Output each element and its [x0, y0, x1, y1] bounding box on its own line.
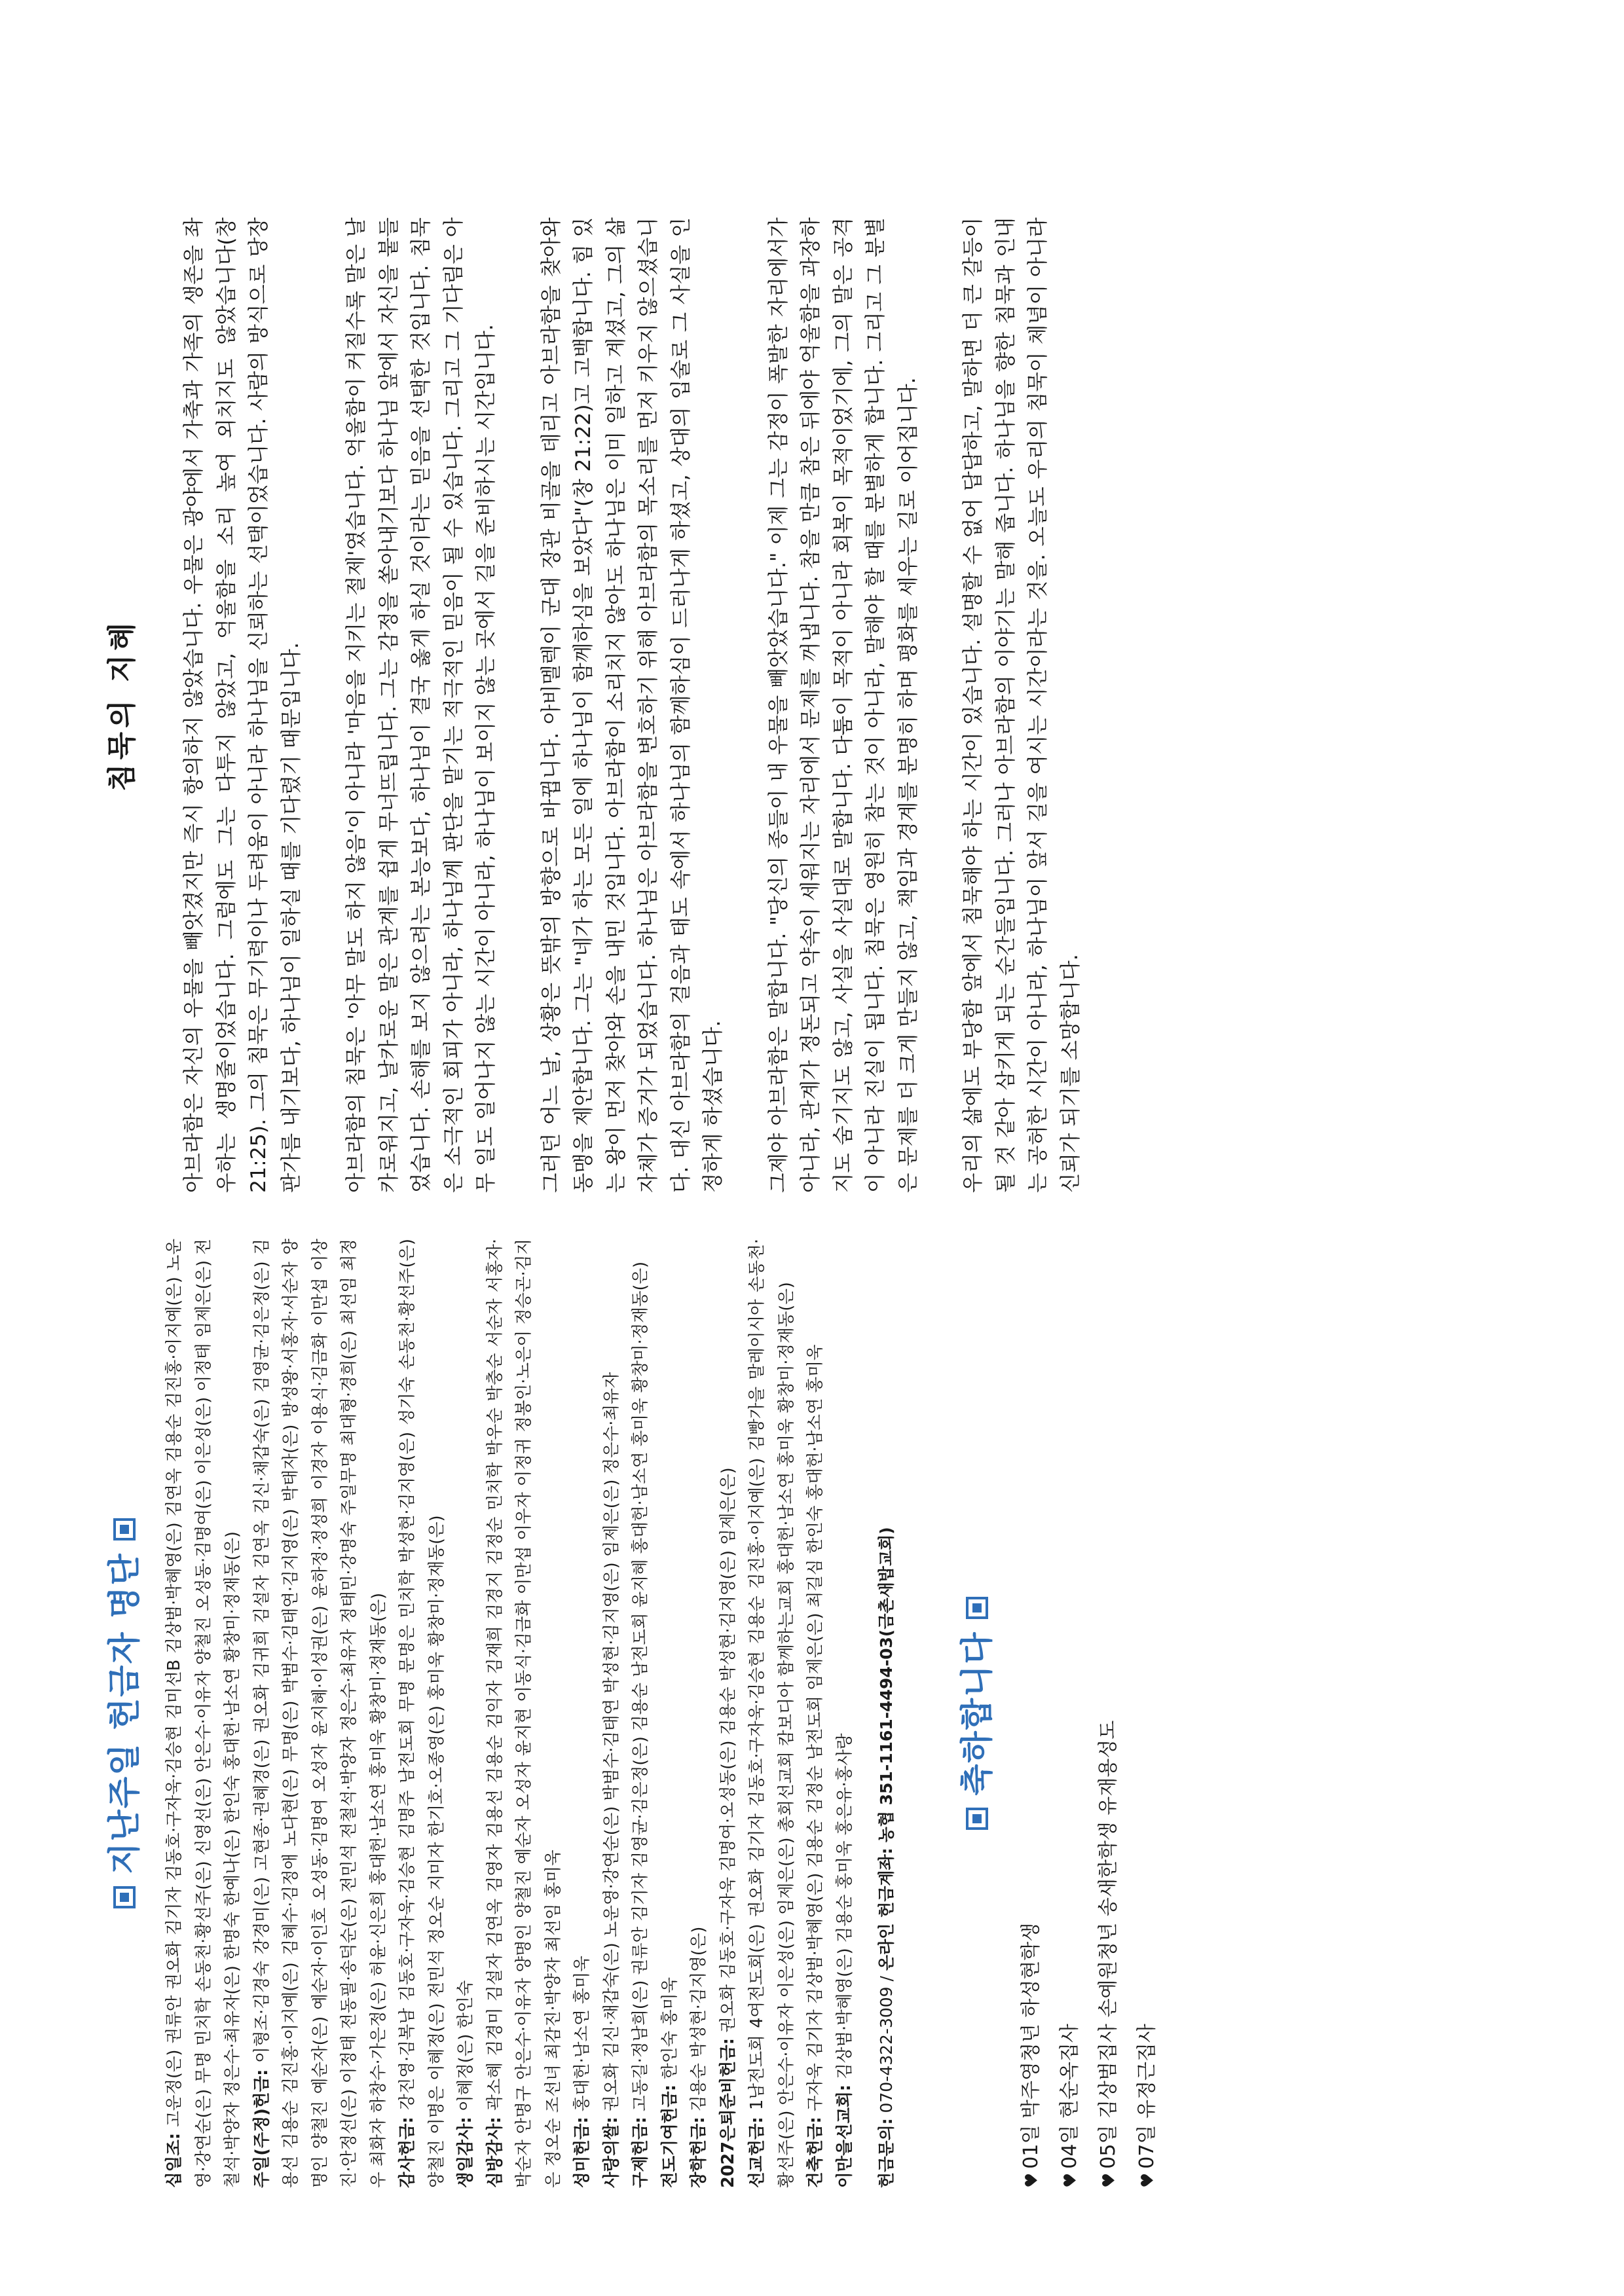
offering-label: 십일조: [164, 2132, 184, 2188]
offering-names: 김용순 박성현·김지영(은) [689, 1926, 709, 2112]
congrats-section-title [951, 1239, 998, 2188]
offering-names: 곽소혜 김경미 김설자 김연옥 김영자 김용선 김용순 김익자 김재희 김경지 김정순 민치학 박우순 박충순 서순자 서홍자·박순자 안명구 안은수·이유자 양명인 양철진 예순자 오성자 윤지현 이동식·김금화 이만섭 이우자 이정귀 정봉인·노은이 정승곤·김지은 정오순 조선녀 최감진·박양자 최선임 홍미욱 [485, 1238, 563, 2188]
contact-label: 헌금문의: [877, 2118, 896, 2188]
offering-names: 이형조·김경숙 강경미(은) 고현종·권혜경(은) 권오화 김귀희 김설자 김연옥 김신·채갑숙(은) 김영균·김은정(은) 김용선 김용순 김진홍·이지예(은) 김혜수·김정애 노다현(은) 무명(은) 박범수·김태연·김지영(은) 박태자(은) 방성왕·서홍자·서순자 양명인 양철진 예순자(은) 예순자·이인호 오성동·김명여 오성자 윤지혜·이성권(은) 윤하정·정성희 이경자 이용식·김금화 이만섭 이상진·안정선(은) 이정태 전동필·송덕순(은) 전민석 전철석·박양자 정은수·최유자 정태민·강명숙 주일무명 최대형·경희(은) 최선임 최정우 최화자 하창수·가은정(은) 허윤·신은희 홍대헌·남소연 홍미욱 황창미·정재동(은) [251, 1239, 388, 2188]
offering-item-thanks [393, 1239, 451, 2188]
offering-item-mission-society [830, 1239, 860, 2188]
essay-paragraph: 그제야 아브라함은 말합니다. "당신의 종들이 내 우물을 빼앗았습니다." 이제 그는 감정이 폭발한 자리에서가 아니라, 관계가 정돈되고 약속이 세워지는 자리에서 문제를 꺼냅니다. 참을 만큼 참은 뒤에야 억울함을 과장하지도 숨기지도 않고, 사실을 사실대로 말합니다. 다툼이 목적이 아니라 회복이 목적이었기에, 그의 말은 공격이 아니라 진실이 됩니다. 침묵은 영원히 참는 것이 아니라, 말해야 할 때를 분별하게 합니다. 그리고 그 분별은 문제를 더 크게 만들지 않고, 책임과 경계를 분명히 하며 평화를 세우는 길로 이어집니다. [766, 217, 920, 1193]
offering-label: 주일(주정)헌금: [251, 2069, 272, 2188]
offering-label: 2027은퇴준비헌금: [718, 2038, 738, 2188]
online-account-label: 온라인 헌금계좌: [877, 1848, 896, 1971]
square-bullet-icon [966, 1597, 988, 1619]
offering-names: 1남전도회 4여전도회(은) 권오화 김기자 김동호·구자욱·김승현 김용순 김진홍·이지예(은) 김빵가을 말레이시아 손동천·황선주(은) 안은수·이유자 이은성(은) 임제은(은) 총회선교회 캄보디아 함께하는교회 홍대헌·남소연 홍미욱 황창미·정재동(은) [747, 1239, 796, 2188]
online-account-number: 농협 351-1161-4494-03(금촌새밥교회) [877, 1527, 896, 1843]
offering-names: 강진영·김복남 김동호·구자욱·김승현 김명주 남전도회 무명 문명은 민치학 박성현·김지영(은) 성기숙 손동천·황선주(은) 양철진 이명은 이혜정(은) 전민석 정오순 지미자 한기호·오종영(은) 홍미욱 황창미·정재동(은) [397, 1238, 447, 2188]
congrats-section [951, 1239, 1167, 2188]
congrats-item-text: 04일 현순옥집사 [1058, 2024, 1081, 2169]
offering-label: 전도기여헌금: [659, 2085, 680, 2188]
essay-title: 침묵의 지혜 [105, 619, 139, 792]
offering-item-rice [568, 1239, 597, 2188]
offering-label: 구제헌금: [631, 2117, 650, 2188]
offering-item-tithe [160, 1239, 248, 2188]
offering-item-retirement [714, 1239, 743, 2188]
offering-names: 구자욱 김기자 김상범·박혜영(은) 김용순 김정순 남전도회 임제은(은) 최길심 한인숙 홍대헌·남소연 홍미욱 [805, 1344, 825, 2112]
offering-label: 건축헌금: [805, 2117, 825, 2188]
offerings-list [160, 1239, 859, 2188]
square-bullet-icon [113, 1886, 136, 1908]
offering-label: 사랑의쌀: [601, 2117, 621, 2188]
essay-paragraph: 우리의 삶에도 부당함 앞에서 침묵해야 하는 시간이 있습니다. 설명할 수 없어 답답하고, 말하면 더 큰 갈등이 될 것 같아 삼키게 되는 순간들입니다. 그러나 아브라함의 이야기는 말해 줍니다. 하나님을 향한 침묵과 인내는 공허한 시간이 아니라, 하나님이 앞서 길을 여시는 시간이라는 것을. 오늘도 우리의 침묵이 체념이 아니라 신뢰가 되기를 소망합니다. [961, 217, 1082, 1193]
offering-names: 고운정(은) 권류안 권오화 김기자 김동호·구자욱·김승현 김미선B 김상범·박혜영(은) 김연옥 김용순 김진홍·이지예(은) 노운영·강연순(은) 무명 민치학 손동천·황선주(은) 신영선(은) 안은수·이유자 양철진 오성동·김명여(은) 이은성(은) 이정태 임제은(은) 전철석·박양자 정은수·최유자(은) 한명숙 한예나(은) 한인숙 홍대헌·남소연 황창미·정재동(은) [164, 1238, 242, 2188]
heart-icon: ♥ [1022, 2172, 1042, 2188]
offering-item-scholarship [684, 1239, 714, 2188]
offering-contact [874, 1239, 897, 2188]
offering-label: 감사헌금: [397, 2117, 417, 2188]
heart-icon: ♥ [1138, 2172, 1158, 2188]
essay-paragraph: 아브라함의 침묵은 '아무 말도 하지 않음'이 아니라 '마음을 지키는 절제'였습니다. 억울함이 커질수록 말은 날카로워지고, 날카로운 말은 관계를 쉽게 무너뜨립니다. 그는 감정을 쏟아내기보다 하나님 앞에서 자신을 붙들었습니다. 손해를 보지 않으려는 본능보다, 하나님이 결국 옳게 하실 것이라는 믿음을 선택한 것입니다. 침묵은 소극적인 회피가 아니라, 하나님께 판단을 맡기는 적극적인 믿음이 될 수 있습니다. 그리고 그 기다림은 아무 일도 일어나지 않는 시간이 아니라, 하나님이 보이지 않는 곳에서 길을 준비하시는 시간입니다. [344, 217, 498, 1193]
essay-column [98, 217, 1552, 1193]
offerings-section-title [98, 1239, 145, 2188]
offerings-column [98, 1239, 1552, 2188]
offering-item-visit [481, 1239, 568, 2188]
congrats-item [1012, 1239, 1051, 2188]
heart-icon: ♥ [1099, 2172, 1119, 2188]
offering-item-love-rice [597, 1239, 627, 2188]
offering-names: 이혜정(은) 한인숙 [456, 1980, 475, 2112]
offering-label: 생일감사: [456, 2117, 475, 2188]
offering-names: 한인숙 홍미욱 [659, 1977, 680, 2079]
congrats-item [1128, 1239, 1167, 2188]
contact-phone: 070-4322-3009 [877, 1986, 896, 2113]
offering-item-relief [626, 1239, 655, 2188]
offering-label: 선교헌금: [747, 2117, 767, 2188]
offering-item-evangelism [655, 1239, 685, 2188]
square-bullet-icon [966, 1808, 988, 1830]
square-bullet-icon [113, 1518, 136, 1540]
offering-names: 권오화 김신·채갑숙(은) 노운영·강연순(은) 박범수·김태연 박성현·김지영(은) 임제은(은) 정은수·최유자 [601, 1372, 621, 2112]
offering-label: 성미헌금: [572, 2117, 592, 2188]
offering-names: 김상범·박혜영(은) 김용순 홍미욱 홍은유·홍사랑 [834, 1733, 855, 2079]
congrats-item [1051, 1239, 1090, 2188]
essay-paragraph: 그러던 어느 날, 상황은 뜻밖의 방향으로 바뀝니다. 아비멜렉이 군대 장관 비골을 데리고 아브라함을 찾아와 동맹을 제안합니다. 그는 "네가 하는 모든 일에 하나님이 함께하심을 보았다"(창 21:22)고 고백합니다. 힘 있는 왕이 먼저 찾아와 손을 내민 것입니다. 아브라함이 소리치지 않아도 하나님은 이미 일하고 계셨고, 그의 삶 자체가 증거가 되었습니다. 하나님은 아브라함을 변호하기 위해 아브라함의 목소리를 먼저 키우지 않으셨습니다. 대신 아브라함의 걸음과 태도 속에서 하나님의 함께하심이 드러나게 하셨고, 상대의 입술로 그 사실을 인정하게 하셨습니다. [539, 217, 725, 1193]
congrats-title-text: 축하합니다 [958, 1631, 996, 1796]
offerings-title-text: 지난주일 헌금자 명단 [105, 1552, 143, 1874]
congrats-item-text: 05일 김상범집사 손예원청년 송새한학생 유재용성도 [1097, 1720, 1120, 2169]
offering-label: 심방감사: [485, 2117, 505, 2188]
offering-label: 장학헌금: [689, 2117, 709, 2188]
essay-paragraph: 아브라함은 자신의 우물을 빼앗겼지만 즉시 항의하지 않았습니다. 우물은 광야에서 가축과 가족의 생존을 좌우하는 생명줄이었습니다. 그럼에도 그는 다투지 않았고, 억울함을 소리 높여 외치지도 않았습니다(창 21:25). 그의 침묵은 무기력이나 두려움이 아니라 하나님을 신뢰하는 선택이었습니다. 사람의 방식으로 당장 판가름 내기보다, 하나님이 일하실 때를 기다렸기 때문입니다. [182, 217, 303, 1193]
congrats-item-text: 01일 박주영청년 하성현학생 [1020, 1922, 1043, 2169]
offering-label: 이만을선교회: [834, 2085, 855, 2188]
congrats-item [1090, 1239, 1128, 2188]
congrats-item-text: 07일 유정근집사 [1135, 2024, 1158, 2169]
offering-item-birthday [451, 1239, 481, 2188]
offering-item-mission [743, 1239, 801, 2188]
offering-names: 고동길·정남희(은) 권류안 김기자 김영균·김은정(은) 김용순 남전도회 윤지혜 홍대헌·남소연 홍미욱 황창미·정재동(은) [631, 1261, 650, 2112]
offering-item-sunday [248, 1239, 394, 2188]
contact-separator: / [877, 1976, 896, 1982]
offering-names: 권오화 김동호·구자욱 김명여·오성동(은) 김용순 박성현·김지영(은) 임제은(은) [718, 1467, 738, 2033]
offering-item-building [801, 1239, 830, 2188]
heart-icon: ♥ [1061, 2172, 1080, 2188]
offering-names: 홍대헌·남소연 홍미욱 [572, 1956, 592, 2112]
